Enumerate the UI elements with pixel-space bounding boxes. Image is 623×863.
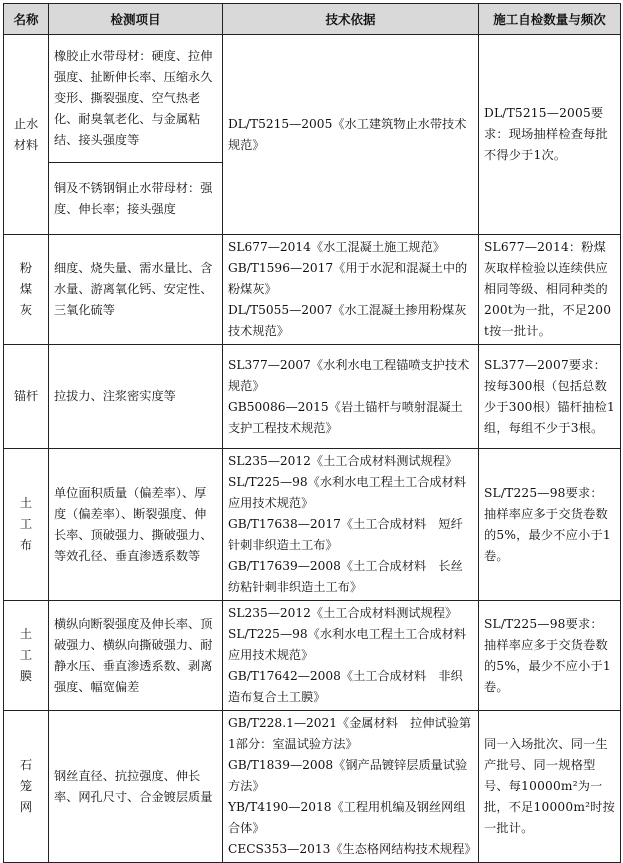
basis-line: GB/T17642—2008《土工合成材料 非织造布复合土工膜》 [228,669,463,704]
header-basis: 技术依据 [223,4,479,35]
header-inspection: 施工自检数量与频次 [479,4,621,35]
table-row [4,345,621,449]
row-name-anchor: 锚杆 [4,345,49,449]
basis-line: SL/T225—98《水利水电工程土工合成材料应用技术规范》 [228,627,467,662]
row-inspection-geotextile: SL/T225—98要求：抽样率应多于交货卷数的5%，最少不应小于1卷。 [479,449,621,601]
row-name-flyash: 粉煤灰 [4,235,49,345]
basis-line: SL377—2007《水利水电工程锚喷支护技术规范》 [228,357,470,393]
basis-line: GB/T1596—2017《用于水泥和混凝土中的粉煤灰》 [228,261,468,296]
row-inspection-geomembrane: SL/T225—98要求：抽样率应多于交货卷数的5%，最少不应小于1卷。 [479,601,621,711]
row-item-anchor: 拉拔力、注浆密实度等 [49,345,223,449]
row-name-gabion: 石笼网 [4,711,49,863]
row-basis-geomembrane [223,601,479,711]
row-item-waterstop-copper: 铜及不锈钢铜止水带母材：强度、伸长率；接头强度 [49,163,223,235]
table-row [4,235,621,345]
basis-line: YB/T4190—2018《工程用机编及钢丝网组合体》 [228,800,466,835]
inspection-table [3,3,621,863]
row-basis-geotextile [223,449,479,601]
row-item-waterstop-rubber: 橡胶止水带母材：硬度、拉伸强度、扯断伸长率、压缩永久变形、撕裂强度、空气热老化、耐臭氧老化、与金属粘结、接头强度等 [49,35,223,163]
header-item: 检测项目 [49,4,223,35]
basis-line: DL/T5215—2005《水工建筑物止水带技术规范》 [228,116,467,152]
row-inspection-flyash: SL677—2014：粉煤灰取样检验以连续供应相同等级、相同种类的200t为一批，不足200t按一批计。 [479,235,621,345]
row-item-gabion: 钢丝直径、抗拉强度、伸长率、网孔尺寸、合金镀层质量 [49,711,223,863]
row-name-geomembrane: 土工膜 [4,601,49,711]
basis-line: SL235—2012《土工合成材料测试规程》 [228,606,458,620]
row-item-geotextile: 单位面积质量（偏差率）、厚度（偏差率）、断裂强度、伸长率、顶破强力、撕破强力、等效孔径、垂直渗透系数等 [49,449,223,601]
basis-line: DL/T5055—2007《水工混凝土掺用粉煤灰技术规范》 [228,303,467,338]
basis-line: GB/T228.1—2021《金属材料 拉伸试验第1部分：室温试验方法》 [228,716,472,751]
header-row [4,4,621,35]
row-name-geotextile: 土工布 [4,449,49,601]
row-inspection-anchor: SL377—2007要求：按每300根（包括总数少于300根）锚杆抽检1组，每组不少于3根。 [479,345,621,449]
row-basis-anchor [223,345,479,449]
row-item-flyash: 细度、烧失量、需水量比、含水量、游离氧化钙、安定性、三氧化硫等 [49,235,223,345]
row-inspection-waterstop: DL/T5215—2005要求：现场抽样检查每批不得少于1次。 [479,35,621,235]
header-name: 名称 [4,4,49,35]
basis-line: GB/T17639—2008《土工合成材料 长丝纺粘针刺非织造土工布》 [228,559,463,594]
basis-line: CECS353—2013《生态格网结构技术规程》 [228,842,477,856]
row-item-geomembrane: 横纵向断裂强度及伸长率、顶破强力、横纵向撕破强力、耐静水压、垂直渗透系数、剥离强度、幅宽偏差 [49,601,223,711]
basis-line: SL677—2014《水工混凝土施工规范》 [228,240,445,254]
table-row [4,711,621,863]
basis-line: GB/T17638—2017《土工合成材料 短纤针刺非织造土工布》 [228,517,463,552]
row-basis-flyash [223,235,479,345]
table-row [4,35,621,163]
basis-line: GB50086—2015《岩土锚杆与喷射混凝土支护工程技术规范》 [228,399,463,435]
row-name-waterstop: 止水材料 [4,35,49,235]
table-row [4,449,621,601]
row-basis-waterstop [223,35,479,235]
row-basis-gabion [223,711,479,863]
basis-line: GB/T1839—2008《钢产品镀锌层质量试验方法》 [228,758,468,793]
row-inspection-gabion: 同一入场批次、同一生产批号、同一规格型号、每10000m²为一批，不足10000m²时按一批计。 [479,711,621,863]
basis-line: SL235—2012《土工合成材料测试规程》 [228,454,458,468]
table-row [4,601,621,711]
basis-line: SL/T225—98《水利水电工程土工合成材料应用技术规范》 [228,475,467,510]
